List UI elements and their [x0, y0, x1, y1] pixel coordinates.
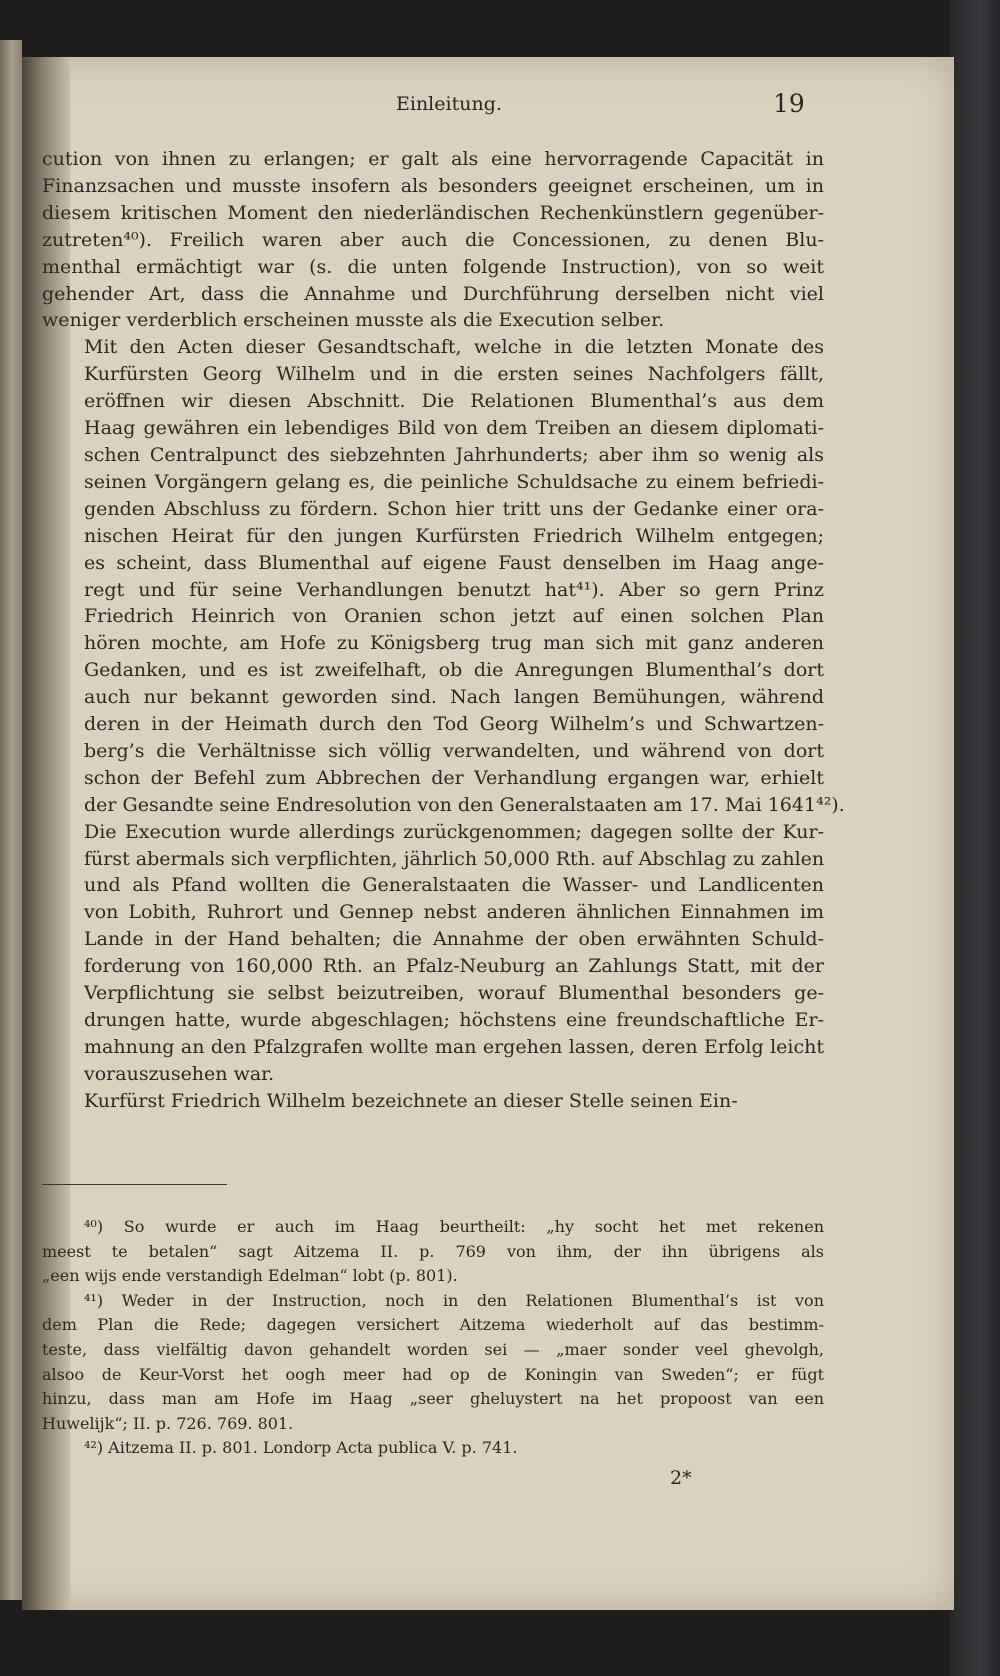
text-line: Friedrich Heinrich von Oranien schon jetzt auf einen solchen Plan — [84, 605, 824, 628]
text-line: regt und für seine Verhandlungen benutzt hat⁴¹). Aber so gern Prinz — [84, 578, 824, 601]
footnote — [42, 1436, 824, 1461]
text-line: Huwelijk“; II. p. 726. 769. 801. — [42, 1413, 294, 1433]
text-line: auch nur bekannt geworden sind. Nach langen Bemühungen, während — [84, 686, 824, 709]
footnotes — [42, 1215, 824, 1461]
text-line: Kurfürst Friedrich Wilhelm bezeichnete an dieser Stelle seinen Ein- — [84, 1089, 738, 1112]
text-line: Die Execution wurde allerdings zurückgenommen; dagegen sollte der Kur- — [84, 820, 824, 843]
text-line: cution von ihnen zu erlangen; er galt als eine hervorragende Capacität in — [42, 148, 824, 170]
text-line: menthal ermächtigt war (s. die unten folgende Instruction), von so weit — [42, 255, 824, 278]
paragraph — [42, 334, 845, 1087]
text-line: fürst abermals sich verpflichten, jährlich 50,000 Rth. auf Abschlag zu zahlen — [84, 847, 825, 870]
text-line: Finanzsachen und musste insofern als besonders geeignet erscheinen, um in — [42, 174, 824, 197]
text-line: Kurfürsten Georg Wilhelm und in die ersten seines Nachfolgers fällt, — [84, 363, 824, 386]
text-line: deren in der Heimath durch den Tod Georg Wilhelm’s und Schwartzen- — [84, 713, 824, 736]
footnote-separator — [42, 1184, 227, 1185]
text-line: Gedanken, und es ist zweifelhaft, ob die Anregungen Blumenthal’s dort — [84, 659, 824, 682]
text-line: und als Pfand wollten die Generalstaaten die Wasser- und Landlicenten — [84, 874, 824, 897]
text-line: eröffnen wir diesen Abschnitt. Die Relationen Blumenthal’s aus dem — [84, 390, 824, 413]
page-number: 19 — [773, 89, 805, 118]
text-line: hinzu, dass man am Hofe im Haag „seer gheluystert na het propoost van een — [42, 1389, 824, 1409]
text-line: Mit den Acten dieser Gesandtschaft, welche in die letzten Monate des — [84, 336, 824, 359]
text-line: schon der Befehl zum Abbrechen der Verhandlung ergangen war, erhielt — [84, 766, 824, 789]
footnote — [42, 1289, 824, 1437]
running-header: Einleitung. — [396, 93, 502, 115]
text-line: dem Plan die Rede; dagegen versichert Aitzema wiederholt auf das bestimm- — [42, 1315, 824, 1335]
text-line: ⁴¹) Weder in der Instruction, noch in den Relationen Blumenthal’s ist von — [84, 1290, 824, 1310]
text-line: weniger verderblich erscheinen musste als die Execution selber. — [42, 309, 665, 332]
text-line: zutreten⁴⁰). Freilich waren aber auch die Concessionen, zu denen Blu- — [42, 228, 824, 251]
text-line: Lande in der Hand behalten; die Annahme der oben erwähnten Schuld- — [84, 928, 824, 951]
text-line: meest te betalen“ sagt Aitzema II. p. 769 von ihm, der ihn übrigens als — [42, 1241, 824, 1261]
text-line: ⁴²) Aitzema II. p. 801. Londorp Acta publica V. p. 741. — [84, 1438, 518, 1458]
text-line: drungen hatte, wurde abgeschlagen; höchstens eine freundschaftliche Er- — [84, 1009, 824, 1031]
main-text — [42, 146, 845, 1115]
text-line: es scheint, dass Blumenthal auf eigene Faust denselben im Haag ange- — [84, 551, 824, 574]
text-line: Haag gewähren ein lebendiges Bild von dem Treiben an diesem diplomati- — [84, 417, 824, 440]
text-line: teste, dass vielfältig davon gehandelt worden sei — „maer sonder veel ghevolgh, — [42, 1339, 824, 1359]
text-line: forderung von 160,000 Rth. an Pfalz-Neuburg an Zahlungs Statt, mit der — [84, 955, 824, 978]
text-line: berg’s die Verhältnisse sich völlig verwandelten, und während von dort — [84, 739, 824, 762]
text-line: vorauszusehen war. — [84, 1062, 275, 1085]
text-line: gehender Art, dass die Annahme und Durchführung derselben nicht viel — [42, 282, 824, 305]
text-line: Verpflichtung sie selbst beizutreiben, worauf Blumenthal besonders ge- — [84, 982, 824, 1005]
paragraph — [42, 1088, 824, 1115]
text-line: alsoo de Keur-Vorst het oogh meer had op de Koningin van Sweden“; er fügt — [42, 1364, 824, 1384]
text-line: schen Centralpunct des siebzehnten Jahrhunderts; aber ihm so wenig als — [84, 443, 824, 466]
text-line: seinen Vorgängern gelang es, die peinliche Schuldsache zu einem befriedi- — [84, 470, 824, 493]
text-line: mahnung an den Pfalzgrafen wollte man ergehen lassen, deren Erfolg leicht — [84, 1035, 824, 1058]
text-line: „een wijs ende verstandigh Edelman“ lobt (p. 801). — [42, 1266, 458, 1286]
footnote — [42, 1215, 824, 1289]
paragraph — [42, 146, 824, 334]
signature-mark: 2* — [670, 1467, 692, 1489]
text-line: hören mochte, am Hofe zu Königsberg trug man sich mit ganz anderen — [84, 632, 824, 655]
text-line: nischen Heirat für den jungen Kurfürsten Friedrich Wilhelm entgegen; — [84, 524, 824, 547]
text-line: ⁴⁰) So wurde er auch im Haag beurtheilt: „hy socht het met rekenen — [84, 1217, 824, 1236]
left-page-edge — [0, 40, 22, 1600]
text-line: der Gesandte seine Endresolution von den Generalstaaten am 17. Mai 1641⁴²). — [84, 793, 845, 816]
text-line: diesem kritischen Moment den niederländischen Rechenkünstlern gegenüber- — [42, 201, 824, 224]
text-line: genden Abschluss zu fördern. Schon hier tritt uns der Gedanke einer ora- — [84, 497, 824, 520]
text-line: von Lobith, Ruhrort und Gennep nebst anderen ähnlichen Einnahmen im — [84, 901, 824, 924]
book-cover-edge — [950, 0, 1000, 1676]
